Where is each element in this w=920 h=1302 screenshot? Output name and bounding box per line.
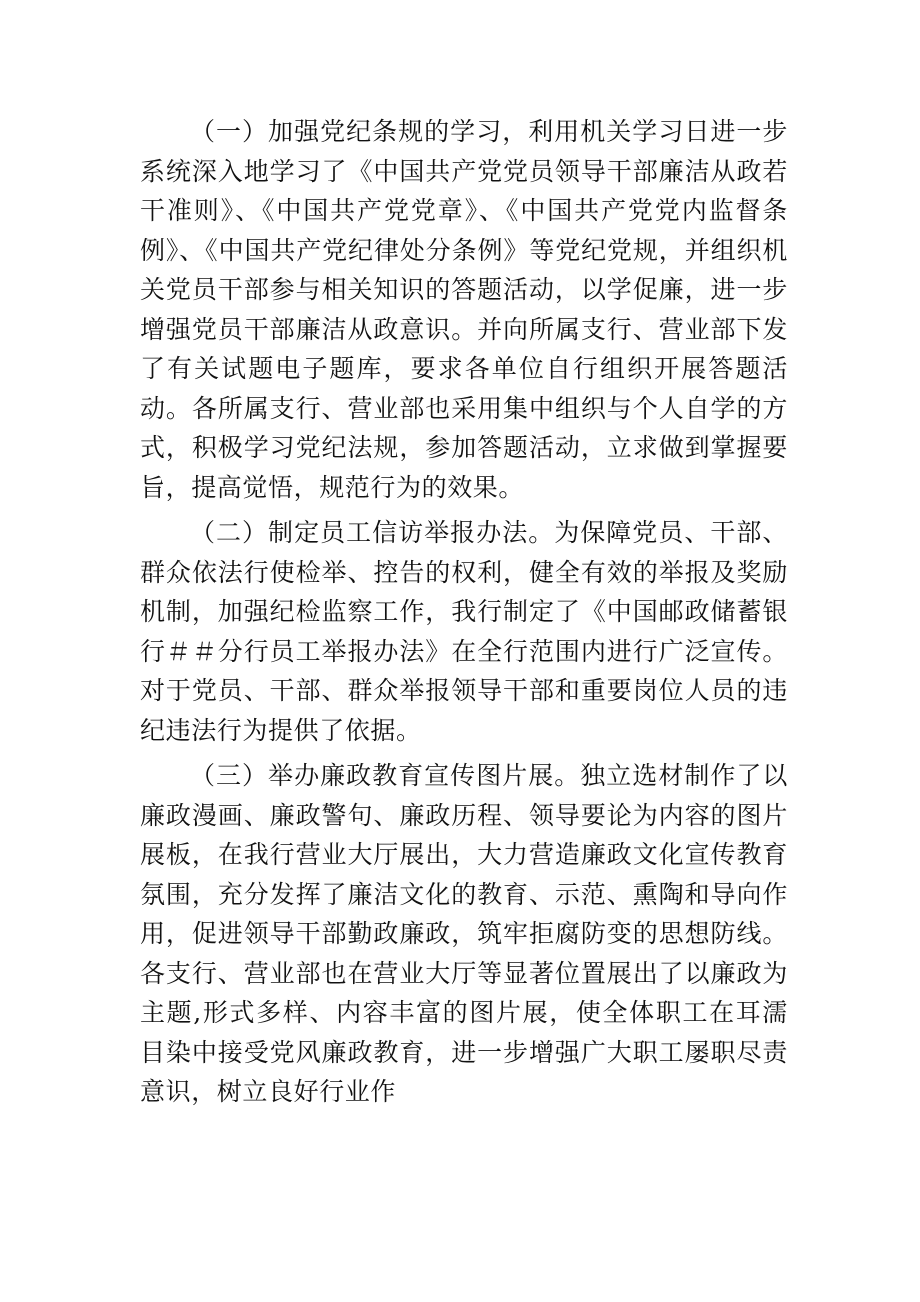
paragraph-photo-exhibition: （三）举办廉政教育宣传图片展。独立选材制作了以廉政漫画、廉政警句、廉政历程、领导要论为内容的图片展板，在我行营业大厅展出，大力营造廉政文化宣传教育氛围，充分发挥了廉洁文化的教育、示范、熏陶和导向作用，促进领导干部勤政廉政，筑牢拒腐防变的思想防线。各支行、营业部也在营业大厅等显著位置展出了以廉政为主题,形式多样、内容丰富的图片展，使全体职工在耳濡目染中接受党风廉政教育，进一步增强广大职工屡职尽责意识，树立良好行业作 — [140, 761, 788, 1106]
paragraph-study-party-rules: （一）加强党纪条规的学习，利用机关学习日进一步系统深入地学习了《中国共产党党员领导干部廉洁从政若干准则》、《中国共产党党章》、《中国共产党党内监督条例》、《中国共产党纪律处分条例》等党纪党规，并组织机关党员干部参与相关知识的答题活动，以学促廉，进一步增强党员干部廉洁从政意识。并向所属支行、营业部下发了有关试题电子题库，要求各单位自行组织开展答题活动。各所属支行、营业部也采用集中组织与个人自学的方式，积极学习党纪法规，参加答题活动，立求做到掌握要旨，提高觉悟，规范行为的效果。 — [140, 117, 788, 502]
paragraph-report-measures: （二）制定员工信访举报办法。为保障党员、干部、群众依法行使检举、控告的权利，健全有效的举报及奖励机制，加强纪检监察工作，我行制定了《中国邮政储蓄银行＃＃分行员工举报办法》在全行范围内进行广泛宣传。对于党员、干部、群众举报领导干部和重要岗位人员的违纪违法行为提供了依据。 — [140, 518, 788, 745]
document-body — [140, 112, 788, 1118]
